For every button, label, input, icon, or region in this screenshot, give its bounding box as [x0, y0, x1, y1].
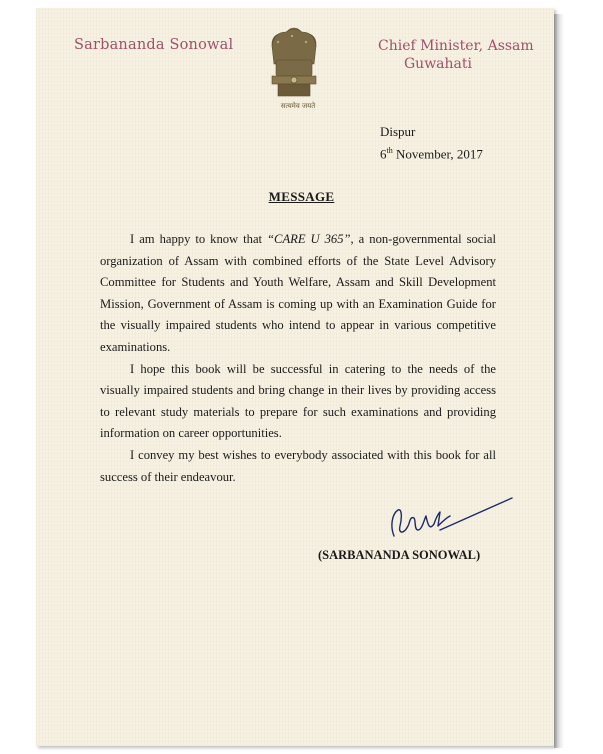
- organization-name: “CARE U 365”: [267, 232, 351, 246]
- page-edge-shadow: [554, 14, 564, 748]
- letterhead-title-line2: Guwahati: [404, 56, 472, 72]
- dateline-place: Dispur: [380, 124, 416, 139]
- letterhead-name: Sarbananda Sonowal: [74, 37, 234, 53]
- date-day-suffix: th: [386, 146, 393, 155]
- paragraph-2: I hope this book will be successful in catering to the needs of the visually impaired students and bring change in their lives by providing access to relevant study materials to prepare for such examinations and providing information on career opportunities.: [100, 361, 496, 441]
- paragraph-3: I convey my best wishes to everybody associated with this book for all success of their endeavour.: [100, 447, 496, 484]
- handwritten-signature-icon: [386, 496, 516, 546]
- date-month-year: November, 2017: [392, 146, 483, 162]
- dateline-date: [380, 146, 483, 162]
- emblem-motto: सत्यमेव जयते: [280, 102, 316, 110]
- signoff-name: (SARBANANDA SONOWAL): [318, 548, 481, 562]
- state-emblem-icon: [264, 24, 324, 102]
- letterhead-title-line1: Chief Minister, Assam: [378, 38, 534, 54]
- date-day: 6: [380, 146, 387, 162]
- paragraph-1: [100, 229, 496, 359]
- message-body: [100, 229, 496, 488]
- letterhead-title: [378, 37, 534, 73]
- paragraph-1-rest: , a non-governmental social organization of Assam with combined efforts of the State Level Advisory Committee for Students and Youth Welfare, Assam and Skill Development Mission, Government of Assam is coming up with an Examination Guide for the visually impaired students who intend to appear in various competitive examinations.: [100, 232, 496, 354]
- message-heading: MESSAGE: [268, 189, 335, 204]
- paragraph-1-start: I am happy to know that: [130, 232, 268, 246]
